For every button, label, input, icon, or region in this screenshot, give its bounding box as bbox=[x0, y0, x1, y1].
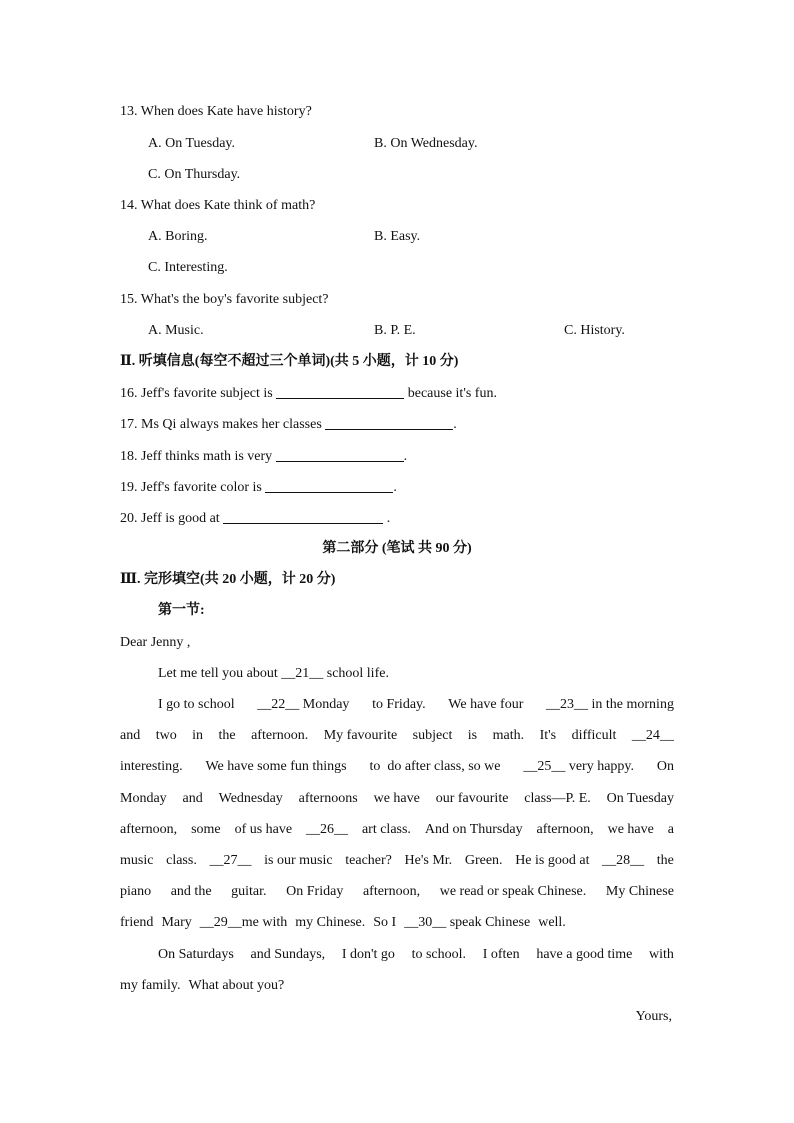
p2-segment: __23__ in the morning bbox=[546, 697, 674, 712]
p2-segment: We have four bbox=[448, 697, 524, 712]
answer-blank-17[interactable] bbox=[325, 415, 453, 430]
p2-segment: and the bbox=[170, 884, 212, 900]
p2-segment: some bbox=[191, 821, 221, 837]
p3-segment: I often bbox=[482, 947, 520, 962]
p2-segment: class—P. E. bbox=[524, 790, 591, 806]
question-19 bbox=[120, 478, 397, 497]
p2-segment: afternoons bbox=[298, 790, 358, 806]
section-2-heading: Ⅱ. 听填信息(每空不超过三个单词)(共 5 小题，计 10 分) bbox=[120, 354, 459, 369]
question-15-option-b: B. P. E. bbox=[374, 323, 416, 338]
p2-segment: a bbox=[667, 821, 674, 837]
p2-segment: __27__ bbox=[209, 853, 252, 868]
p2-segment: music bbox=[120, 853, 154, 868]
p2-segment: our favourite bbox=[435, 790, 509, 806]
question-15-stem: 15. What's the boy's favorite subject? bbox=[120, 292, 329, 307]
question-19-tail: . bbox=[393, 480, 397, 495]
question-17 bbox=[120, 415, 457, 434]
p3-segment: On Saturdays bbox=[158, 947, 234, 962]
p2-segment: Green. bbox=[464, 853, 503, 868]
p2-segment: is our music bbox=[264, 853, 333, 868]
p2-line bbox=[120, 883, 674, 901]
part-2-heading: 第二部分 (笔试 共 90 分) bbox=[322, 541, 472, 556]
answer-blank-16[interactable] bbox=[276, 384, 404, 399]
question-13-stem: 13. When does Kate have history? bbox=[120, 104, 312, 119]
question-18-tail: . bbox=[403, 449, 408, 464]
p3-segment: to school. bbox=[411, 947, 467, 962]
p2-segment: On Friday bbox=[286, 884, 344, 900]
p2-segment: class. bbox=[166, 853, 197, 868]
p2-segment: It's bbox=[539, 728, 557, 744]
p2-segment: __25__ very happy. bbox=[523, 759, 634, 775]
question-15-option-a: A. Music. bbox=[148, 323, 204, 338]
p2-segment: friend bbox=[120, 915, 154, 931]
p2-segment: He's Mr. bbox=[404, 853, 453, 868]
question-13-option-b: B. On Wednesday. bbox=[374, 136, 478, 151]
letter-paragraph-1: Let me tell you about __21__ school life. bbox=[158, 666, 389, 681]
p2-segment: two bbox=[155, 728, 177, 744]
p2-line bbox=[120, 790, 674, 808]
p2-segment: afternoon, bbox=[536, 821, 594, 837]
p2-line bbox=[120, 821, 674, 839]
p2-segment: and bbox=[182, 790, 203, 806]
subsection-1-heading: 第一节: bbox=[158, 603, 205, 618]
question-17-text: 17. Ms Qi always makes her classes bbox=[120, 417, 326, 432]
p2-segment: afternoon. bbox=[251, 728, 309, 744]
p2-segment: __28__ bbox=[602, 853, 645, 868]
p3-segment: my family. bbox=[120, 978, 181, 994]
p2-segment: I go to school bbox=[158, 697, 235, 712]
p2-line bbox=[120, 758, 674, 776]
p2-segment: well. bbox=[538, 915, 566, 931]
question-18-text: 18. Jeff thinks math is very bbox=[120, 449, 276, 464]
answer-blank-20[interactable] bbox=[223, 509, 383, 524]
question-20-text: 20. Jeff is good at bbox=[120, 511, 224, 526]
p2-segment: difficult bbox=[571, 728, 617, 744]
question-19-text: 19. Jeff's favorite color is bbox=[120, 480, 266, 495]
p2-segment: the bbox=[656, 853, 674, 868]
p3-segment: and Sundays, bbox=[250, 947, 326, 962]
p2-segment: the bbox=[218, 728, 236, 744]
p2-segment: On Tuesday bbox=[606, 790, 674, 806]
p2-segment: my Chinese. bbox=[295, 915, 366, 931]
p2-segment: piano bbox=[120, 884, 152, 900]
question-13-option-c: C. On Thursday. bbox=[148, 167, 241, 182]
p2-segment: He is good at bbox=[515, 853, 590, 868]
p2-segment: And on Thursday bbox=[424, 821, 523, 837]
question-20-tail: . bbox=[383, 511, 391, 526]
p2-segment: __30__ speak Chinese bbox=[404, 915, 531, 931]
p2-segment: interesting. bbox=[120, 759, 183, 775]
p2-segment: __24__ bbox=[631, 728, 674, 744]
p2-segment: We have some fun things bbox=[205, 759, 347, 775]
p2-segment: subject bbox=[412, 728, 453, 744]
p2-segment: afternoon, bbox=[362, 884, 421, 900]
question-18 bbox=[120, 447, 407, 466]
p2-segment: to do after class, so we bbox=[369, 759, 501, 775]
p2-segment: of us have bbox=[234, 821, 293, 837]
p2-segment: is bbox=[467, 728, 478, 744]
p2-segment: we have bbox=[607, 821, 654, 837]
p2-segment: in bbox=[192, 728, 204, 744]
p3-segment: have a good time bbox=[536, 947, 633, 962]
question-14-stem: 14. What does Kate think of math? bbox=[120, 198, 316, 213]
question-16 bbox=[120, 384, 497, 403]
question-15-option-c: C. History. bbox=[564, 323, 625, 338]
p2-segment: Wednesday bbox=[218, 790, 283, 806]
question-13-option-a: A. On Tuesday. bbox=[148, 136, 235, 151]
p2-segment: So I bbox=[373, 915, 397, 931]
p2-segment: On bbox=[656, 759, 674, 775]
p2-segment: art class. bbox=[361, 821, 411, 837]
letter-greeting: Dear Jenny , bbox=[120, 635, 191, 650]
answer-blank-19[interactable] bbox=[265, 478, 393, 493]
p2-segment: __26__ bbox=[306, 821, 349, 837]
answer-blank-18[interactable] bbox=[276, 447, 404, 462]
question-16-text: 16. Jeff's favorite subject is bbox=[120, 386, 277, 401]
question-14-option-c: C. Interesting. bbox=[148, 260, 228, 275]
p2-segment: __22__ Monday bbox=[257, 697, 350, 712]
p2-segment: My Chinese bbox=[605, 884, 674, 900]
p3-segment: What about you? bbox=[188, 978, 285, 994]
p2-line bbox=[120, 852, 674, 870]
p2-segment: afternoon, bbox=[120, 821, 178, 837]
p3-line bbox=[158, 946, 674, 964]
p2-segment: Mary bbox=[161, 915, 192, 931]
question-16-tail: because it's fun. bbox=[404, 386, 497, 401]
p2-segment: and bbox=[120, 728, 141, 744]
p3-segment: with bbox=[649, 947, 674, 962]
p2-segment: __29__me with bbox=[199, 915, 288, 931]
p2-segment: Monday bbox=[120, 790, 167, 806]
p2-segment: to Friday. bbox=[372, 697, 426, 712]
p2-segment: math. bbox=[492, 728, 525, 744]
p3-line bbox=[120, 977, 674, 995]
p2-segment: we have bbox=[373, 790, 420, 806]
p2-line bbox=[158, 696, 674, 714]
p2-line bbox=[120, 727, 674, 745]
question-20 bbox=[120, 509, 390, 528]
p2-segment: My favourite bbox=[323, 728, 398, 744]
p2-segment: we read or speak Chinese. bbox=[439, 884, 587, 900]
p3-segment: I don't go bbox=[341, 947, 395, 962]
question-17-tail: . bbox=[453, 417, 457, 432]
letter-closing: Yours, bbox=[635, 1009, 672, 1024]
question-14-option-b: B. Easy. bbox=[374, 229, 421, 244]
p2-line bbox=[120, 914, 674, 932]
p2-segment: guitar. bbox=[231, 884, 267, 900]
p2-segment: teacher? bbox=[345, 853, 392, 868]
question-14-option-a: A. Boring. bbox=[148, 229, 208, 244]
section-3-heading: Ⅲ. 完形填空(共 20 小题，计 20 分) bbox=[120, 572, 336, 587]
